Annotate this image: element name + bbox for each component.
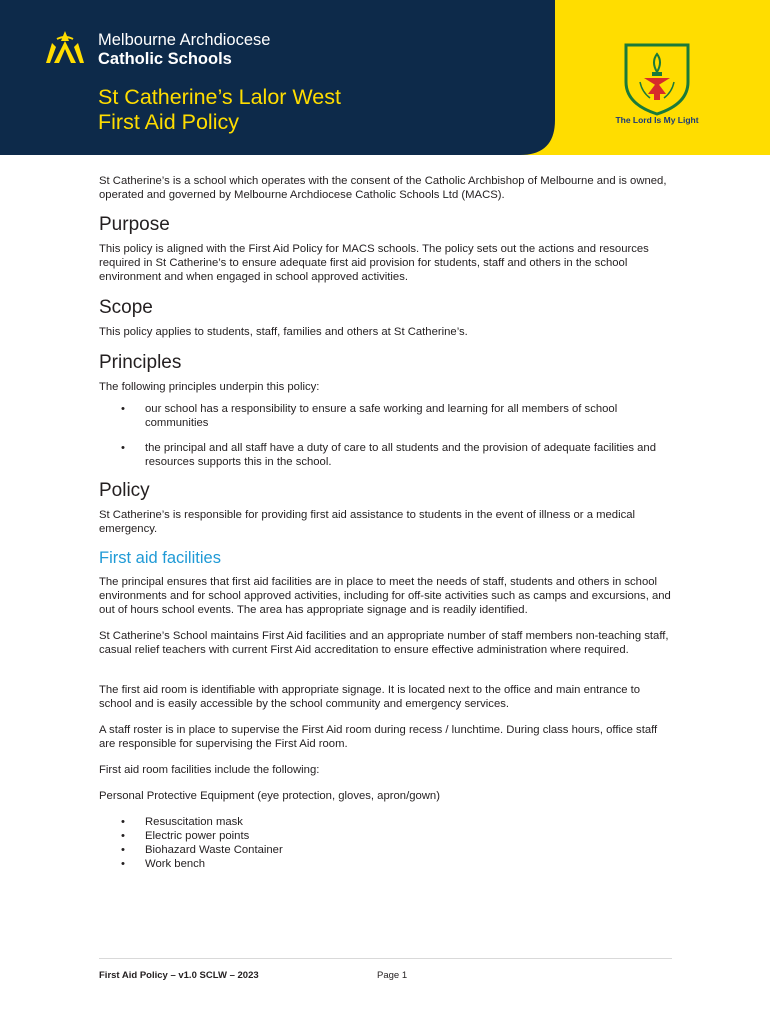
heading-scope: Scope <box>99 297 153 318</box>
section-scope <box>99 297 674 339</box>
page-header <box>0 0 770 155</box>
purpose-text: This policy is aligned with the First Aid Policy for MACS schools. The policy sets out the actions and resources required in St Catherine’s to ensure adequate first aid provision for students, staff and others in the school environment and when engaged in school approved activities. <box>99 243 649 283</box>
principles-lead: The following principles underpin this policy: <box>99 381 320 393</box>
footer-page-number: Page 1 <box>377 970 408 981</box>
heading-purpose: Purpose <box>99 214 170 235</box>
facilities-paragraph: The first aid room is identifiable with appropriate signage. It is located next to the office and main entrance to school and is easily accessible by the school community and emergency services. <box>99 684 641 710</box>
heading-first-aid-facilities: First aid facilities <box>99 549 221 567</box>
org-name-line2: Catholic Schools <box>98 50 232 68</box>
policy-text: St Catherine’s is responsible for providing first aid assistance to students in the event of illness or a medical emergency. <box>99 509 636 535</box>
list-item: • the principal and all staff have a duty of care to all students and the provision of adequate facilities and resources supports this in the school. <box>99 441 674 469</box>
document-title-line1: St Catherine’s Lalor West <box>98 85 341 109</box>
heading-policy: Policy <box>99 480 150 501</box>
heading-principles: Principles <box>99 352 182 373</box>
macs-logo-icon <box>42 29 88 65</box>
spacer <box>99 669 674 683</box>
facilities-paragraph: First aid room facilities include the following: <box>99 764 320 776</box>
footer-document-label: First Aid Policy – v1.0 SCLW – 2023 <box>99 970 259 981</box>
document-body <box>99 174 674 871</box>
scope-text: This policy applies to students, staff, families and others at St Catherine’s. <box>99 326 468 338</box>
facilities-paragraph: Personal Protective Equipment (eye protection, gloves, apron/gown) <box>99 790 440 802</box>
facilities-paragraph: A staff roster is in place to supervise the First Aid room during recess / lunchtime. During class hours, office staff are responsible for supervising the First Aid room. <box>99 724 658 750</box>
page-footer <box>99 958 672 981</box>
list-item: • our school has a responsibility to ensure a safe working and learning for all members of school communities <box>99 402 674 430</box>
org-name <box>98 31 270 69</box>
org-name-line1: Melbourne Archdiocese <box>98 31 271 49</box>
list-item: • Work bench <box>99 857 674 871</box>
facilities-list <box>99 815 674 871</box>
school-motto: The Lord Is My Light <box>615 115 699 125</box>
facilities-paragraph: St Catherine’s School maintains First Aid facilities and an appropriate number of staff members non-teaching staff, casual relief teachers with current First Aid accreditation to ensure effective administration where required. <box>99 630 669 656</box>
section-purpose <box>99 214 674 284</box>
list-item: • Resuscitation mask <box>99 815 674 829</box>
intro-paragraph: St Catherine’s is a school which operates with the consent of the Catholic Archbishop of Melbourne and is owned, operated and governed by Melbourne Archdiocese Catholic Schools Ltd (MACS). <box>99 175 667 201</box>
section-principles <box>99 352 674 469</box>
list-item: • Biohazard Waste Container <box>99 843 674 857</box>
section-policy <box>99 480 674 536</box>
list-item: • Electric power points <box>99 829 674 843</box>
section-first-aid-facilities <box>99 548 674 871</box>
document-title <box>98 85 341 135</box>
facilities-paragraph: The principal ensures that first aid facilities are in place to meet the needs of staff, students and others in school environments and for school approved activities, including for off-site activities such as camps and excursions, and out of hours school events. The area has appropriate signage and is readily identified. <box>99 576 671 616</box>
principles-list <box>99 402 674 469</box>
school-crest-icon <box>622 42 692 116</box>
document-title-line2: First Aid Policy <box>98 110 239 134</box>
